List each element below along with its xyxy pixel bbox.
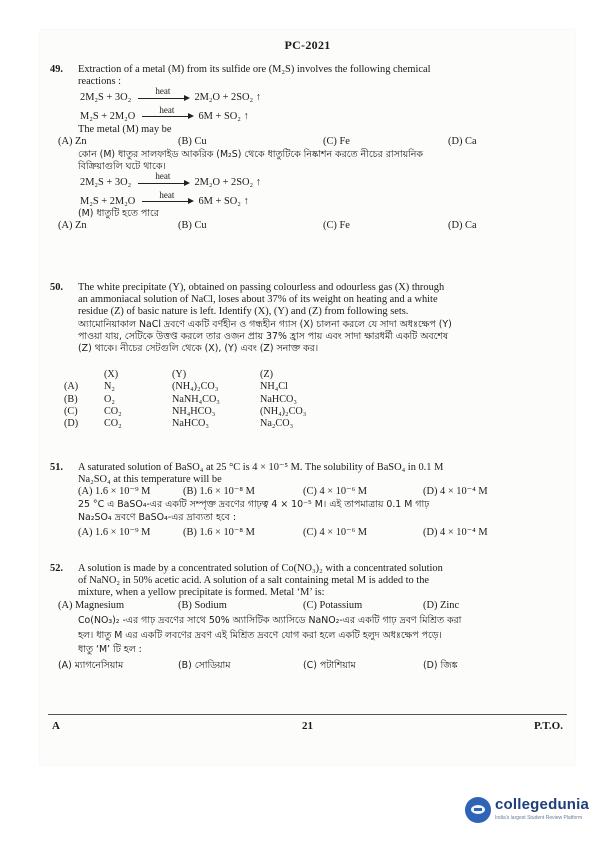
q49-text-bn-2: বিক্রিয়াগুলি ঘটে থাকে। [78,161,166,173]
option-a[interactable]: (A) 1.6 × 10⁻⁹ M [78,526,151,538]
table-cell: N₂ [104,381,115,393]
option-a[interactable]: (A) Magnesium [58,599,125,611]
question-51 [50,462,565,562]
q49-equation-2 [78,104,565,123]
option-a[interactable]: (A) Zn [58,136,87,148]
brand-name: collegedunia [495,796,590,813]
question-number: 52. [50,563,63,574]
reaction-arrow [141,104,193,123]
equation-rhs: 2M₂O + 2SO₂ ↑ [194,92,261,104]
q52-text-bn-3: ধাতু ‘M’ টি হল : [78,644,142,656]
arrow-condition: heat [159,189,175,200]
q51-text-bn-2: Na₂SO₄ দ্রবণে BaSO₄-এর দ্রাব্যতা হবে : [78,511,237,523]
option-c[interactable]: (C) Fe [323,220,350,232]
q52-text-bn-2: হল। ধাতু M এর একটি লবণের দ্রবণ এই মিশ্রিত দ্রবণে যোগ করা হলে একটি হলুদ অধঃক্ষেপ পড়ে। [78,629,442,641]
q49-text-en-2: reactions : [78,76,121,88]
q50-options-table [64,369,314,430]
table-cell: CO₂ [104,405,122,417]
option-d[interactable]: (D) 4 × 10⁻⁴ M [423,526,488,538]
option-a[interactable]: (A) 1.6 × 10⁻⁹ M [78,486,151,498]
q51-text-en-1: A saturated solution of BaSO₄ at 25 °C is 4 × 10⁻⁵ M. The solubility of BaSO₄ in 0.1 M [78,462,444,473]
option-c[interactable]: (C) 4 × 10⁻⁶ M [303,526,368,538]
table-row[interactable] [64,381,314,393]
table-header [64,369,104,381]
page-number: 21 [302,720,313,732]
graduation-cap-icon [465,797,491,823]
q52-text-en-2: of NaNO₂ in 50% acetic acid. A solution of a salt containing metal M is added to the [78,575,430,587]
arrow-condition: heat [159,104,175,115]
table-header: (X) [104,369,119,380]
table-cell: (NH₄)₂CO₃ [172,381,219,393]
footer-divider [48,714,567,715]
q49-options-bn [58,220,565,233]
equation-lhs: 2M₂S + 3O₂ [80,92,132,104]
option-c[interactable]: (C) 4 × 10⁻⁶ M [303,486,368,498]
question-49 [50,64,565,279]
q52-options-en [58,599,565,613]
brand-tagline: India's largest Student Review Platform [495,815,583,821]
q52-text-en-1: A solution is made by a concentrated solution of Co(NO₃)₂ with a concentrated solution [78,563,443,574]
option-b[interactable]: (B) Cu [178,220,207,232]
q49-text-bn-1: কোন (M) ধাতুর সালফাইড আকরিক (M₂S) থেকে ধাতুটিকে নিষ্কাশন করতে নীচের রাসায়নিক [78,149,423,161]
question-50 [50,282,565,462]
table-cell: CO₂ [104,418,122,430]
question-number: 49. [50,64,63,75]
table-cell: Na₂CO₃ [260,418,294,430]
arrow-condition: heat [155,86,171,97]
q50-text-bn-2: পাওয়া যায়, সেটিকে উত্তপ্ত করলে তার ওজন প্রায় 37% হ্রাস পায় এবং সাদা ক্ষারধর্মী একটি অবশেষ [78,330,449,342]
q50-text-en-2: an ammoniacal solution of NaCl, loses about 37% of its weight on heating and a white [78,294,438,306]
option-b[interactable]: (B) 1.6 × 10⁻⁸ M [183,526,255,538]
q51-options-bn [78,527,565,540]
q51-text-en-2: Na₂SO₄ at this temperature will be [78,474,222,486]
option-a[interactable]: (A) Zn [58,220,87,232]
option-label: (A) [64,381,79,393]
option-c[interactable]: (C) Potassium [303,599,363,611]
q50-text-bn-3: (Z) থাকে। নীচের সেটগুলি থেকে (X), (Y) এবং (Z) সনাক্ত কর। [78,343,319,355]
equation-rhs: 6M + SO₂ ↑ [198,195,249,207]
question-52 [50,563,565,703]
q52-options-bn [58,660,565,673]
arrow-condition: heat [155,171,171,182]
table-cell: O₂ [104,393,115,405]
option-b[interactable]: (B) 1.6 × 10⁻⁸ M [183,486,255,498]
question-number: 51. [50,462,63,473]
option-b[interactable]: (B) সোডিয়াম [178,660,231,672]
option-d[interactable]: (D) জিঙ্ক [423,660,458,672]
option-c[interactable]: (C) Fe [323,136,350,148]
equation-lhs: M₂S + 2M₂O [80,110,136,122]
collegedunia-logo [465,794,597,830]
exam-page [40,30,575,765]
table-cell: (NH₄)₂CO₃ [260,405,307,417]
question-number: 50. [50,282,63,293]
q49-equation-2-bn [78,189,565,208]
table-header: (Y) [172,369,187,380]
option-d[interactable]: (D) Ca [448,220,477,232]
table-cell: NaNH₄CO₃ [172,393,220,405]
table-row[interactable] [64,394,314,406]
option-a[interactable]: (A) ম্যাগনেসিয়াম [58,660,124,672]
option-b[interactable]: (B) Sodium [178,599,227,611]
q50-text-bn-1: অ্যামোনিয়াকাল NaCl দ্রবণে একটি বর্ণহীন ও গন্ধহীন গ্যাস (X) চালনা করলে যে সাদা অধঃক্ষেপ (Y) [78,318,452,330]
option-label: (B) [64,393,78,405]
equation-rhs: 6M + SO₂ ↑ [198,110,249,122]
equation-rhs: 2M₂O + 2SO₂ ↑ [194,177,261,189]
q49-text-bn-3: (M) ধাতুটি হতে পারে [78,207,159,219]
q49-text-en-1: Extraction of a metal (M) from its sulfide ore (M₂S) involves the following chemical [78,64,431,75]
reaction-arrow [141,189,193,208]
option-b[interactable]: (B) Cu [178,136,207,148]
table-header: (Z) [260,369,274,380]
table-cell: NH₄Cl [260,381,288,393]
option-label: (D) [64,418,79,430]
page-code: PC-2021 [284,38,331,52]
q52-text-en-3: mixture, when a yellow precipitate is formed. Metal ‘M’ is: [78,587,325,599]
equation-lhs: 2M₂S + 3O₂ [80,177,132,189]
table-header-row [64,369,314,381]
option-d[interactable]: (D) 4 × 10⁻⁴ M [423,486,488,498]
table-row[interactable] [64,418,314,430]
equation-lhs: M₂S + 2M₂O [80,195,136,207]
option-d[interactable]: (D) Zinc [423,599,460,611]
q49-options-en [58,136,565,149]
booklet-series: A [52,720,60,732]
option-label: (C) [64,405,78,417]
q51-text-bn-1: 25 °C এ BaSO₄-এর একটি সম্পৃক্ত দ্রবণের গাঢ়ত্ব 4 × 10⁻⁵ M। এই তাপমাত্রায় 0.1 M গাঢ় [78,499,430,511]
table-cell: NaHCO₃ [172,418,209,430]
please-turn-over: P.T.O. [533,720,563,732]
q51-options-en [78,486,565,499]
table-cell: NaHCO₃ [260,393,297,405]
option-c[interactable]: (C) পটাশিয়াম [303,660,356,672]
table-cell: NH₄HCO₃ [172,405,216,417]
option-d[interactable]: (D) Ca [448,136,477,148]
q50-text-en-3: residue (Z) of basic nature is left. Identify (X), (Y) and (Z) from following sets. [78,306,409,318]
q50-text-en-1: The white precipitate (Y), obtained on passing colourless and odourless gas (X) through [78,282,445,293]
table-row[interactable] [64,406,314,418]
q52-text-bn-1: Co(NO₃)₂ -এর গাঢ় দ্রবণের সাথে 50% অ্যাসিটিক অ্যাসিডে NaNO₂-এর একটি গাঢ় দ্রবণ মিশ্রিত করা [78,614,462,626]
q49-text-en-3: The metal (M) may be [78,123,172,135]
